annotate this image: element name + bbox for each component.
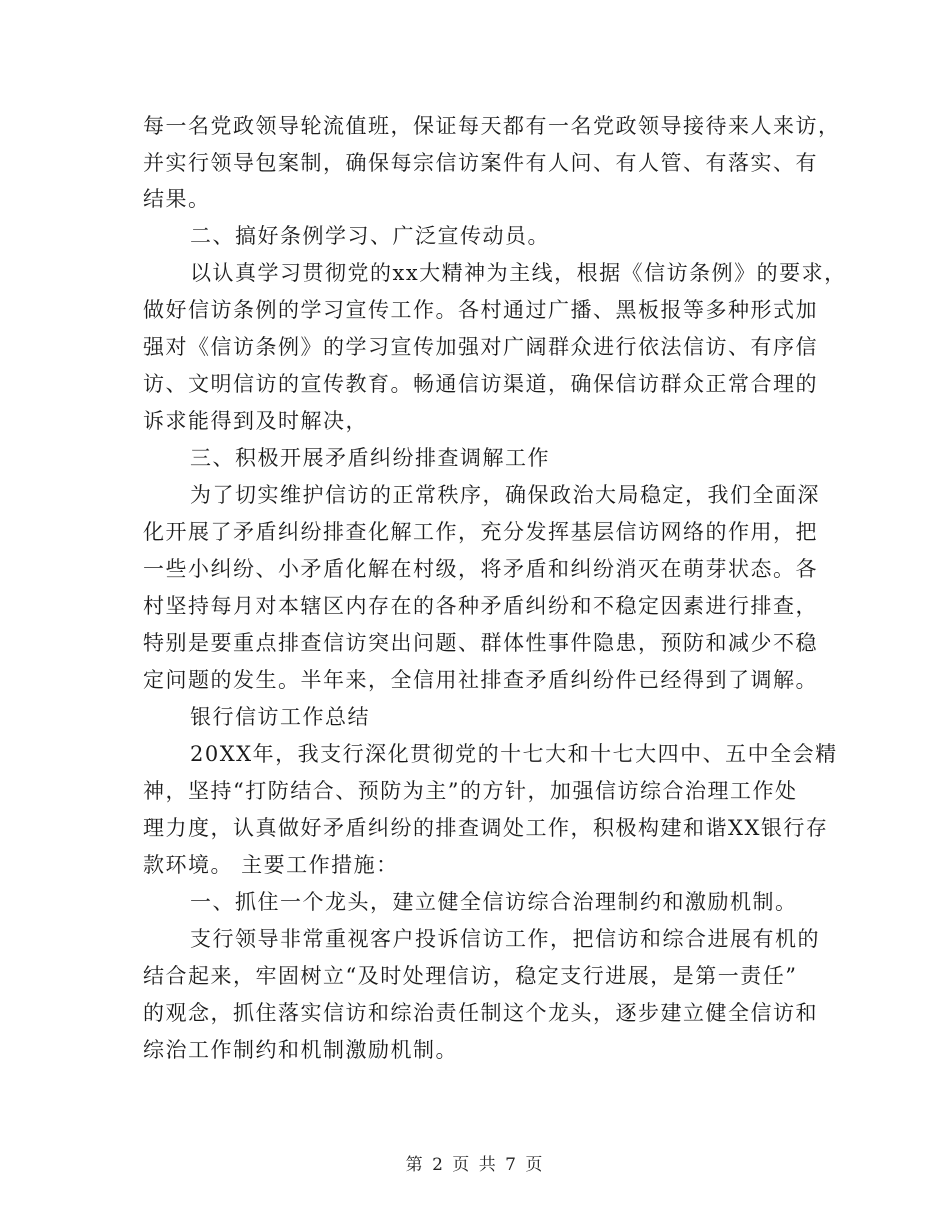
section-heading: 二、搞好条例学习、广泛宣传动员。 [190,224,550,248]
section-heading: 三、积极开展矛盾纠纷排查调解工作 [190,446,550,470]
body-line: 村坚持每月对本辖区内存在的各种矛盾纠纷和不稳定因素进行排查， [143,594,818,618]
body-line: 综治工作制约和机制激励机制。 [143,1038,458,1062]
body-line: 款环境。 主要工作措施： [143,853,399,877]
section-heading: 一、抓住一个龙头，建立健全信访综合治理制约和激励机制。 [190,890,798,914]
body-line: 以认真学习贯彻党的xx大精神为主线，根据《信访条例》的要求， [190,261,847,285]
body-line: 访、文明信访的宣传教育。畅通信访渠道，确保信访群众正常合理的 [143,372,818,396]
body-line: 为了切实维护信访的正常秩序，确保政治大局稳定，我们全面深 [190,483,820,507]
body-line: 每一名党政领导轮流值班，保证每天都有一名党政领导接待来人来访， [143,114,841,138]
body-line: 定问题的发生。半年来，全信用社排查矛盾纠纷件已经得到了调解。 [143,668,818,692]
page-number-footer: 第 2 页 共 7 页 [405,1155,545,1175]
body-line: 20XX年，我支行深化贯彻党的十七大和十七大四中、五中全会精 [190,742,838,766]
body-line: 支行领导非常重视客户投诉信访工作，把信访和综合进展有机的 [190,927,820,951]
body-line: 结合起来，牢固树立“及时处理信访，稳定支行进展，是第一责任” [143,964,798,988]
body-line: 做好信访条例的学习宣传工作。各村通过广播、黑板报等多种形式加 [143,298,818,322]
body-line: 并实行领导包案制，确保每宗信访案件有人问、有人管、有落实、有 [143,151,818,175]
body-line: 化开展了矛盾纠纷排查化解工作，充分发挥基层信访网络的作用，把 [143,520,818,544]
body-line: 特别是要重点排查信访突出问题、群体性事件隐患，预防和减少不稳 [143,631,818,655]
body-line: 一些小纠纷、小矛盾化解在村级，将矛盾和纠纷消灭在萌芽状态。各 [143,557,818,581]
body-line: 强对《信访条例》的学习宣传加强对广阔群众进行依法信访、有序信 [143,335,818,359]
body-line: 结果。 [143,187,211,211]
body-line: 神，坚持“打防结合、预防为主”的方针，加强信访综合治理工作处 [143,779,798,803]
body-line: 理力度，认真做好矛盾纠纷的排查调处工作，积极构建和谐XX银行存 [143,816,829,840]
body-line: 的观念，抓住落实信访和综治责任制这个龙头，逐步建立健全信访和 [143,1001,818,1025]
body-line: 诉求能得到及时解决， [143,409,368,433]
article-title: 银行信访工作总结 [190,705,370,729]
